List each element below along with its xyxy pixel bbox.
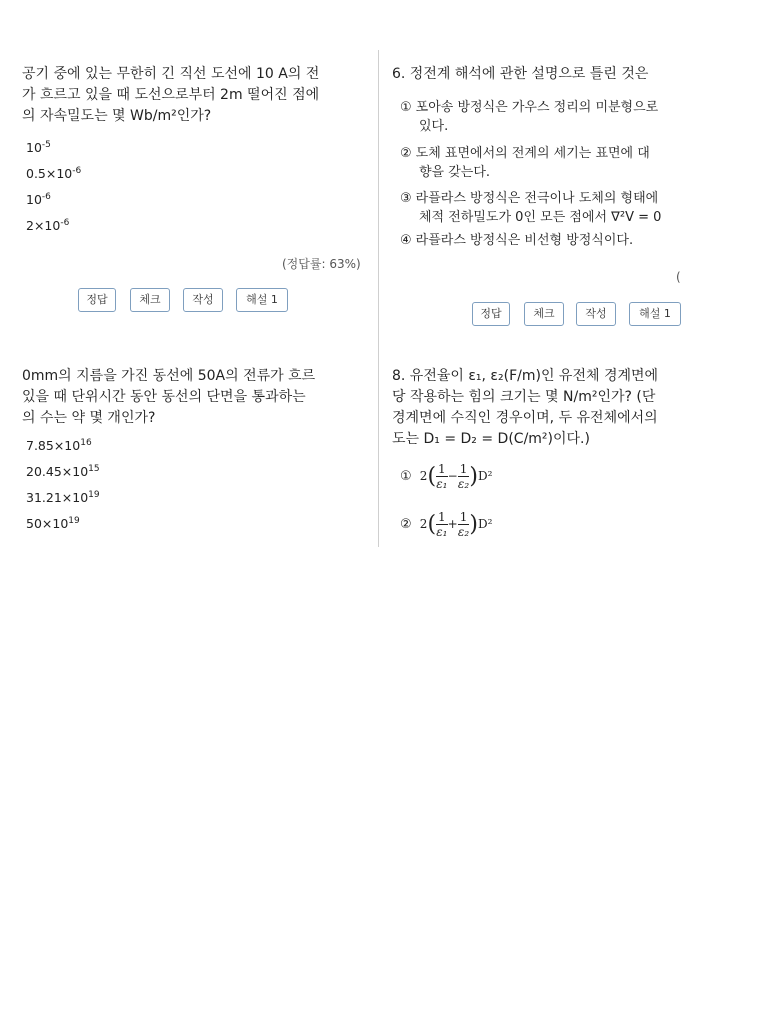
fraction-2: $\frac{1}{\text{ε₂}}$ [457, 462, 470, 491]
q7-line-3: 의 수는 약 몇 개인가? [22, 410, 156, 426]
q5-line-2: 가 흐르고 있을 때 도선으로부터 2m 떨어진 점에 [22, 87, 320, 103]
question-6 [380, 60, 768, 340]
question-8 [380, 362, 768, 552]
q7-choice-2[interactable]: $20.45\times 10^{15}$ [26, 464, 100, 480]
column-divider [378, 50, 379, 547]
q5-line-1: 공기 중에 있는 무한히 긴 직선 도선에 10 A의 전 [22, 66, 320, 82]
q8-option-2[interactable]: ② 2( $\frac{1}{\text{ε₁}}$ + $\frac{1}{\text{ε₂}}$ )D² [400, 510, 493, 539]
left-paren: ( [427, 464, 437, 489]
q6-check-button[interactable]: 체크 [524, 302, 564, 326]
q7-text [22, 366, 315, 429]
q8-line-4: 도는 D₁ = D₂ = D(C/m²)이다.) [392, 431, 590, 447]
q7-choice-3[interactable]: $31.21\times 10^{19}$ [26, 490, 100, 506]
q8-line-2: 당 작용하는 힘의 크기는 몇 N/m²인가? (단 [392, 389, 656, 405]
q8-text [392, 366, 658, 450]
fraction-1: $\frac{1}{\text{ε₁}}$ [436, 462, 448, 491]
q6-title: 6. 정전계 해석에 관한 설명으로 틀린 것은 [392, 66, 649, 82]
q5-write-button[interactable]: 작성 [183, 288, 223, 312]
q5-answer-button[interactable]: 정답 [78, 288, 116, 312]
q8-option-1[interactable]: ① 2( $\frac{1}{\text{ε₁}}$ − $\frac{1}{\text{ε₂}}$ )D² [400, 462, 493, 491]
q6-option-1[interactable]: ① 포아송 방정식은 가우스 정리의 미분형으로 있다. [400, 100, 659, 134]
q5-choice-4[interactable]: $2\times 10^{-6}$ [26, 218, 70, 234]
q5-line-3: 의 자속밀도는 몇 Wb/m²인가? [22, 108, 212, 124]
q6-answer-button[interactable]: 정답 [472, 302, 510, 326]
fraction-1: $\frac{1}{\text{ε₁}}$ [436, 510, 448, 539]
left-paren: ( [427, 512, 437, 537]
question-7 [0, 362, 370, 552]
q7-line-1: 0mm의 지름을 가진 동선에 50A의 전류가 흐르 [22, 368, 316, 384]
q7-choice-1[interactable]: $7.85\times 10^{16}$ [26, 438, 92, 454]
q8-line-3: 경계면에 수직인 경우이며, 두 유전체에서의 [392, 410, 658, 426]
q8-line-1: 8. 유전율이 ε₁, ε₂(F/m)인 유전체 경계면에 [392, 368, 659, 384]
q5-choice-1[interactable]: $10^{-5}$ [26, 140, 51, 156]
q6-option-2[interactable]: ② 도체 표면에서의 전계의 세기는 표면에 대 향을 갖는다. [400, 146, 650, 180]
q7-line-2: 있을 때 단위시간 동안 동선의 단면을 통과하는 [22, 389, 306, 405]
right-paren: ) [469, 464, 478, 489]
q5-answer-rate: (정답률: 63%) [282, 257, 361, 271]
q6-explain-button[interactable]: 해설 1 [629, 302, 681, 326]
q5-choice-2[interactable]: $0.5\times 10^{-6}$ [26, 166, 82, 182]
q6-answer-rate: ( [676, 270, 681, 284]
q6-option-3[interactable]: ③ 라플라스 방정식은 전극이나 도체의 형태에 체적 전하밀도가 0인 모든 점에서 ∇²V = 0 [400, 191, 662, 225]
right-paren: ) [469, 512, 478, 537]
q6-option-4[interactable]: ④ 라플라스 방정식은 비선형 방정식이다. [400, 233, 634, 248]
question-5 [0, 60, 370, 320]
fraction-2: $\frac{1}{\text{ε₂}}$ [457, 510, 470, 539]
q5-explain-button[interactable]: 해설 1 [236, 288, 288, 312]
q7-choice-4[interactable]: $50\times 10^{19}$ [26, 516, 80, 532]
q6-write-button[interactable]: 작성 [576, 302, 616, 326]
q5-text [22, 64, 319, 127]
q5-choice-3[interactable]: $10^{-6}$ [26, 192, 51, 208]
q5-check-button[interactable]: 체크 [130, 288, 170, 312]
